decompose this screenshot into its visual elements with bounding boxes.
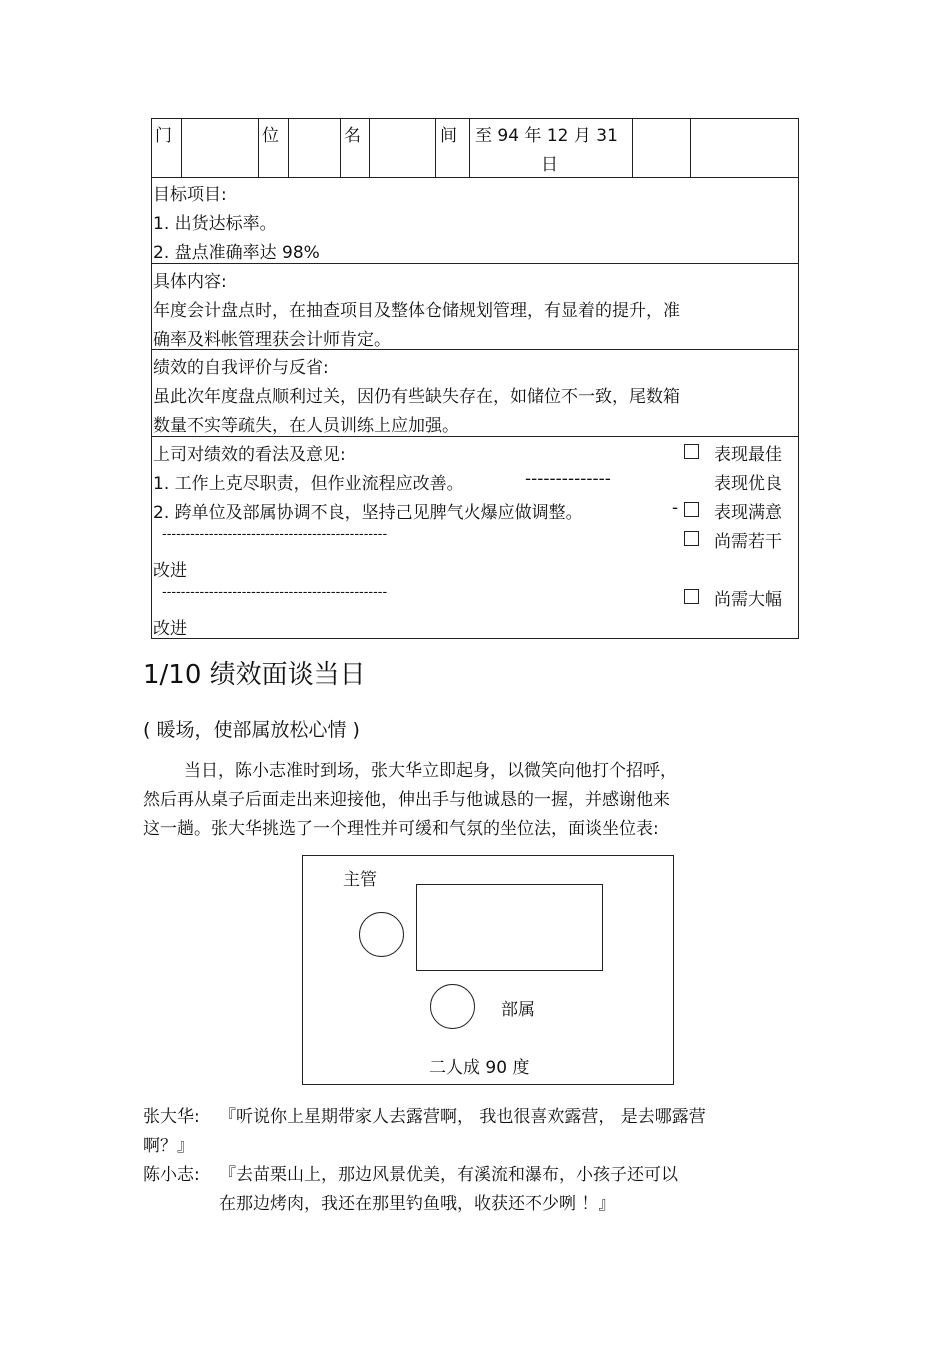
dialogue-line: 啊？』 (143, 1136, 194, 1156)
dialogue-speaker: 张大华: (143, 1107, 200, 1127)
header-cell-period: 间 (440, 126, 457, 146)
rating-checkbox[interactable] (684, 444, 699, 459)
dialogue-line: 『听说你上星期带家人去露营啊， 我也很喜欢露营， 是去哪露营 (219, 1107, 706, 1127)
header-date-line1: 至 94 年 12 月 31 (475, 126, 618, 146)
supervisor-label: 主管 (343, 870, 377, 890)
diagram-caption: 二人成 90 度 (429, 1058, 530, 1078)
rating-label: 尚需若干 (714, 532, 782, 552)
dialogue-line: 在那边烤肉，我还在那里钓鱼哦，收获还不少咧 ！』 (219, 1194, 616, 1214)
dash-line: ------------------------------------------------ (162, 527, 388, 542)
content-title: 具体内容: (153, 272, 227, 292)
dash-line: -------------- (525, 469, 611, 489)
content-line: 确率及料帐管理获会计师肯定。 (153, 330, 391, 350)
seating-diagram (302, 855, 674, 1085)
goal-item: 1. 出货达标率。 (153, 214, 277, 234)
header-cell-dept: 门 (155, 126, 172, 146)
rating-label: 表现优良 (714, 474, 782, 494)
self-eval-line: 数量不实等疏失，在人员训练上应加强。 (153, 416, 459, 436)
goal-item: 2. 盘点准确率达 98% (153, 243, 320, 263)
supervisor-item: 1. 工作上克尽职责，但作业流程应改善。 (153, 474, 464, 494)
dash-line: - (672, 498, 679, 518)
improve-label: 改进 (153, 561, 187, 581)
rating-label: 尚需大幅 (714, 590, 782, 610)
form-border (151, 118, 799, 639)
paragraph-line: 然后再从桌子后面走出来迎接他，伸出手与他诚恳的一握，并感谢他来 (143, 790, 670, 810)
supervisor-item: 2. 跨单位及部属协调不良，坚持己见脾气火爆应做调整。 (153, 503, 583, 523)
section-subtitle: ( 暖场，使部属放松心情 ) (143, 719, 360, 741)
section-title: 1/10 绩效面谈当日 (143, 660, 366, 690)
goals-title: 目标项目: (153, 185, 227, 205)
rating-label: 表现最佳 (714, 445, 782, 465)
subordinate-seat (430, 984, 475, 1029)
subordinate-label: 部属 (501, 1000, 535, 1020)
rating-checkbox[interactable] (684, 589, 699, 604)
rating-checkbox[interactable] (684, 502, 699, 517)
paragraph-line: 这一趟。张大华挑选了一个理性并可缓和气氛的坐位法，面谈坐位表: (143, 819, 659, 839)
improve-label: 改进 (153, 619, 187, 639)
content-line: 年度会计盘点时，在抽查项目及整体仓储规划管理，有显着的提升，准 (153, 301, 680, 321)
dialogue-line: 『去苗栗山上，那边风景优美，有溪流和瀑布，小孩子还可以 (219, 1165, 678, 1185)
self-eval-line: 虽此次年度盘点顺利过关，因仍有些缺失存在，如储位不一致，尾数箱 (153, 387, 680, 407)
desk-rect (416, 884, 603, 971)
self-eval-title: 绩效的自我评价与反省: (153, 358, 329, 378)
supervisor-seat (359, 912, 404, 957)
header-cell-position: 位 (262, 126, 279, 146)
rating-checkbox[interactable] (684, 531, 699, 546)
rating-label: 表现满意 (714, 503, 782, 523)
paragraph-line: 当日，陈小志准时到场，张大华立即起身，以微笑向他打个招呼， (184, 761, 677, 781)
dialogue-speaker: 陈小志: (143, 1165, 200, 1185)
header-cell-name: 名 (344, 126, 361, 146)
supervisor-title: 上司对绩效的看法及意见: (153, 445, 346, 465)
header-date-line2: 日 (541, 155, 558, 175)
dash-line: ------------------------------------------------ (162, 585, 388, 600)
